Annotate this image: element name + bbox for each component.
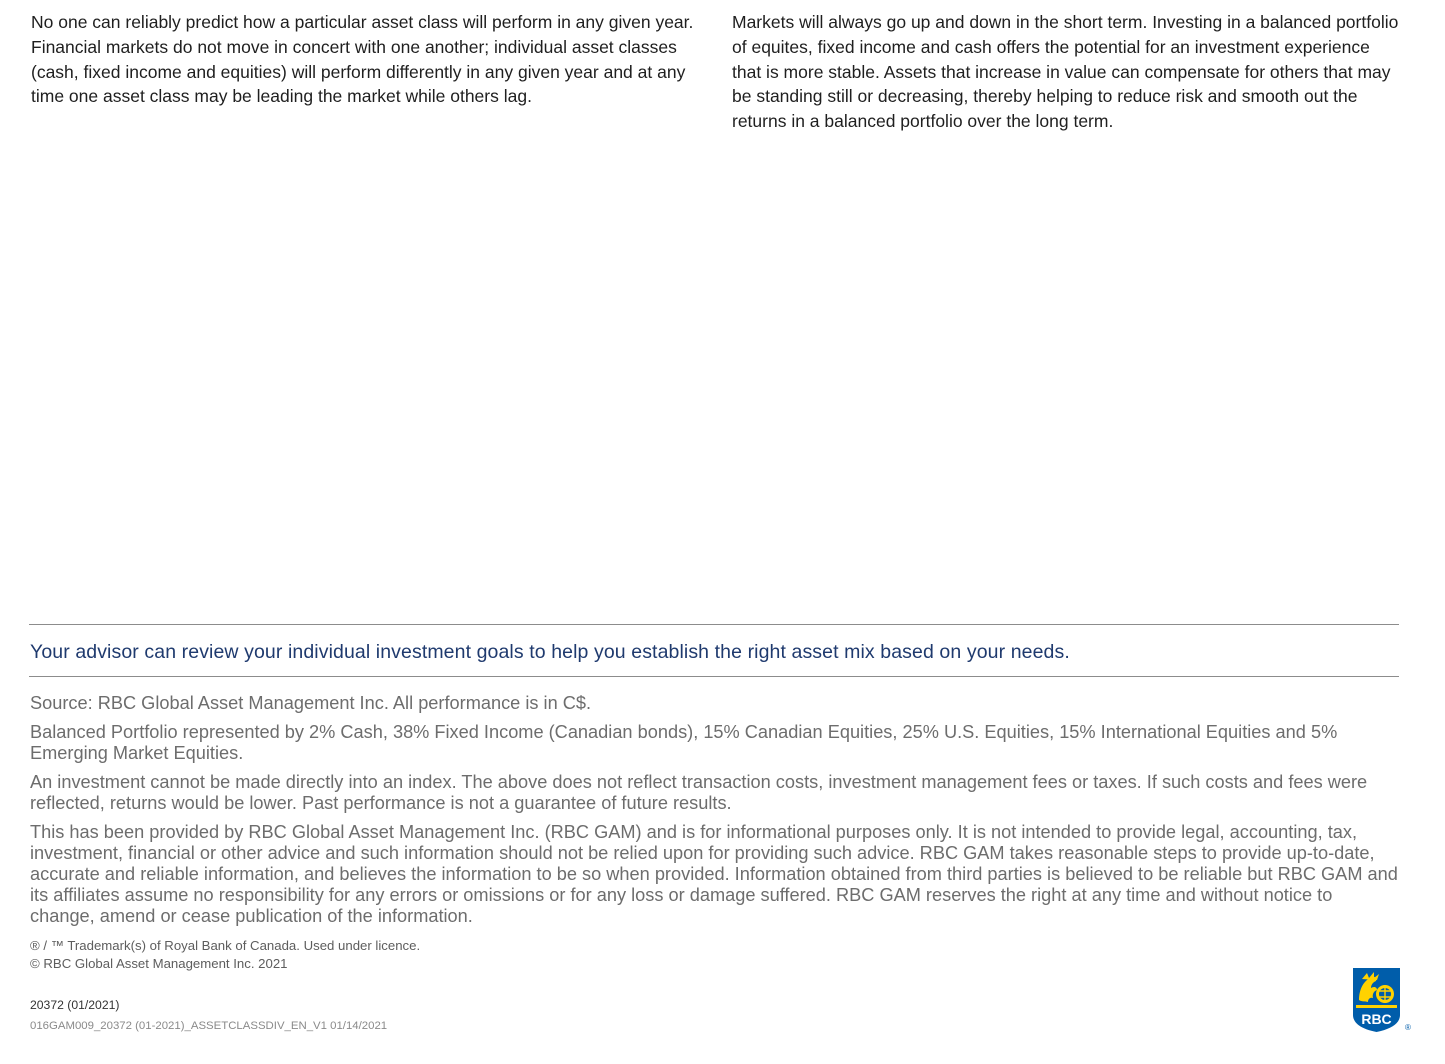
divider-top	[29, 624, 1399, 625]
advisor-callout: Your advisor can review your individual investment goals to help you establish the right asset mix based on your needs.	[30, 641, 1070, 663]
file-code: 016GAM009_20372 (01-2021)_ASSETCLASSDIV_EN_V1 01/14/2021	[30, 1020, 388, 1032]
rbc-logo	[1352, 967, 1412, 1033]
balanced-portfolio-note: Balanced Portfolio represented by 2% Cash, 38% Fixed Income (Canadian bonds), 15% Canadian Equities, 25% U.S. Equities, 15% International Equities and 5% Emerging Market Equities.	[30, 722, 1338, 763]
document-code: 20372 (01/2021)	[30, 998, 120, 1012]
divider-bottom	[29, 676, 1399, 677]
legal-disclaimer: This has been provided by RBC Global Asset Management Inc. (RBC GAM) and is for informational purposes only. It is not intended to provide legal, accounting, tax, investment, financial or other advice and such information should not be relied upon for providing such advice. RBC GAM takes reasonable steps to provide up-to-date, accurate and reliable information, and believes the information to be so when provided. Information obtained from third parties is believed to be reliable but RBC GAM and its affiliates assume no responsibility for any errors or omissions or for any loss or damage suffered. RBC GAM reserves the right at any time and without notice to change, amend or cease publication of the information.	[30, 822, 1398, 926]
index-note: An investment cannot be made directly into an index. The above does not reflect transaction costs, investment management fees or taxes. If such costs and fees were reflected, returns would be lower. Past performance is not a guarantee of future results.	[30, 772, 1368, 813]
copyright-note: © RBC Global Asset Management Inc. 2021	[30, 956, 288, 971]
trademark-note: ® / ™ Trademark(s) of Royal Bank of Canada. Used under licence.	[30, 938, 421, 953]
rbc-logo-text: RBC	[1361, 1011, 1392, 1027]
right-column-text: Markets will always go up and down in the short term. Investing in a balanced portfolio of equites, fixed income and cash offers the potential for an investment experience that is more stable. Assets that increase in value can compensate for others that may be standing still or decreasing, thereby helping to reduce risk and smooth out the returns in a balanced portfolio over the long term.	[732, 12, 1399, 132]
registered-mark: ®	[1405, 1023, 1411, 1032]
left-column-text: No one can reliably predict how a particular asset class will perform in any given year. Financial markets do not move in concert with one another; individual asset classes (cash, fixed income and equities) will perform differently in any given year and at any time one asset class may be leading the market while others lag.	[31, 12, 694, 107]
source-note: Source: RBC Global Asset Management Inc. All performance is in C$.	[30, 693, 592, 713]
disclaimer-section	[30, 693, 1402, 935]
